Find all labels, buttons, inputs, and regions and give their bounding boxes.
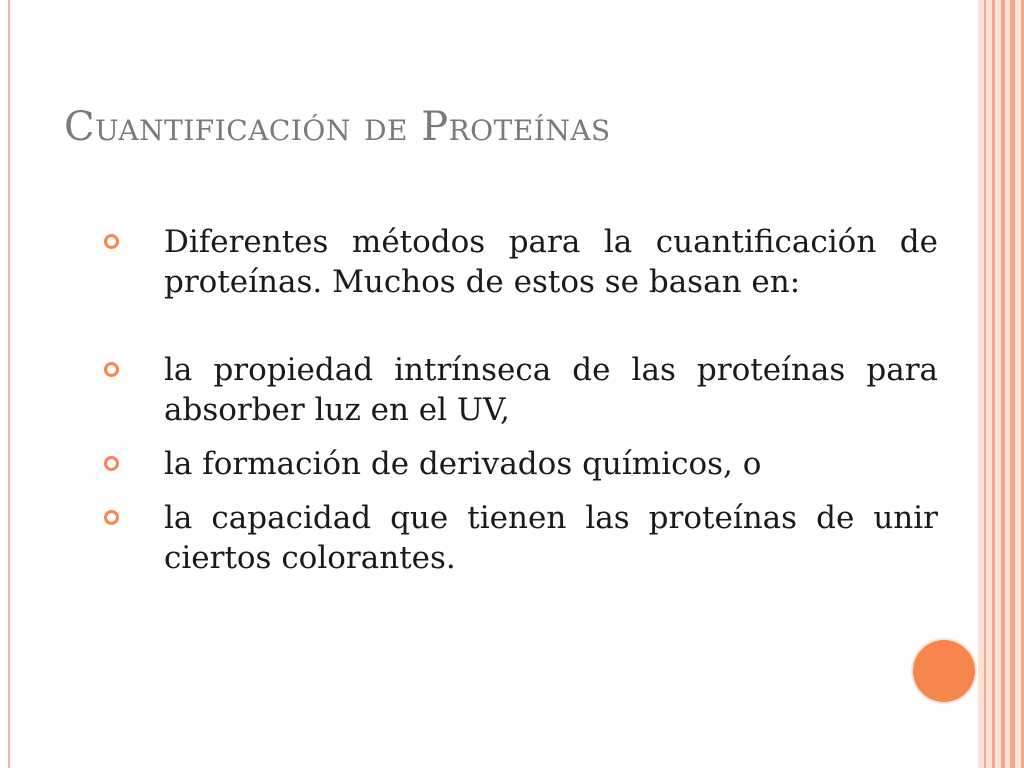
hollow-circle-bullet-icon [104,456,119,471]
bullet-text: la capacidad que tienen las proteínas de unir ciertos colorantes. [164,500,938,576]
hollow-circle-bullet-icon [104,234,119,249]
decorative-stripe [1001,0,1005,768]
bullet-item [104,498,938,578]
bullet-item [104,222,938,302]
slide-title: Cuantificación de Proteínas [64,104,611,150]
bullet-item [104,444,938,484]
decorative-stripe [984,0,986,768]
decorative-orange-circle [913,640,975,702]
right-decorative-band [978,0,1024,768]
bullet-list [104,222,938,578]
bullet-item [104,350,938,430]
hollow-circle-bullet-icon [104,362,119,377]
decorative-stripe [992,0,995,768]
bullet-text: la formación de derivados químicos, o [164,446,762,482]
hollow-circle-bullet-icon [104,510,119,525]
decorative-stripe [1010,0,1015,768]
left-border-line [8,0,10,768]
bullet-text: Diferentes métodos para la cuantificación de proteínas. Muchos de estos se basan en: [164,224,938,300]
bullet-text: la propiedad intrínseca de las proteínas para absorber luz en el UV, [164,352,938,428]
